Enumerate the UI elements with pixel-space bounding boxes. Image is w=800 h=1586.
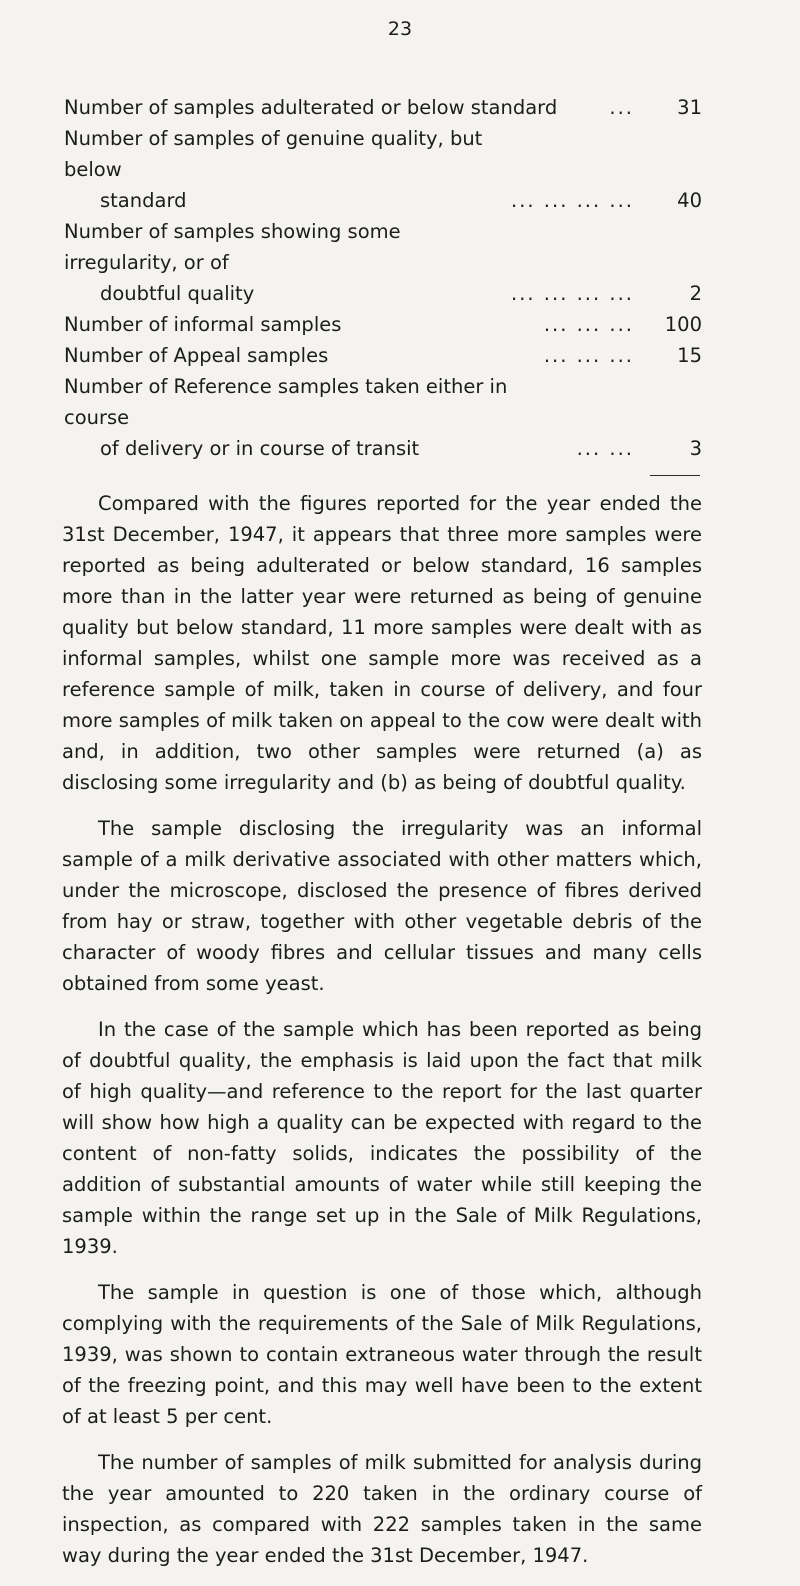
report-body [62,488,702,1586]
stat-row-informal [64,309,702,340]
stat-row-reference [64,371,702,464]
stat-label [64,216,489,309]
stat-value: 3 [689,437,702,460]
stat-label-line: of delivery or in course of transit [100,437,420,460]
stat-label [64,309,522,340]
stat-label-line: Number of samples showing some irregularity, or of [64,220,401,274]
stat-row-adulterated [64,92,702,123]
stat-label [64,123,489,216]
stat-label [64,371,555,464]
stat-label-line: Number of Appeal samples [64,344,329,367]
stat-value: 40 [677,189,702,212]
paragraph-irregularity: The sample disclosing the irregularity was an informal sample of a milk derivative associated with other matters which, under the microscope, disclosed the presence of fibres derived from hay or straw, together with other vegetable debris of the character of woody fibres and cellular tissues and many cells obtained from some yeast. [62,817,702,995]
leader-dots: ... ... [576,437,634,460]
stat-label-line: doubtful quality [100,282,255,305]
stat-value: 15 [677,344,702,367]
stat-value: 31 [677,96,702,119]
stat-label-line: Number of informal samples [64,313,342,336]
paragraph-comparison: Compared with the figures reported for the year ended the 31st December, 1947, it appears that three more samples were reported as being adulterated or below standard, 16 samples more than in the latter year were returned as being of genuine quality but below standard, 11 more samples were dealt with as informal samples, whilst one sample more was received as a reference sample of milk, taken in course of delivery, and four more samples of milk taken on appeal to the cow were dealt with and, in addition, two other samples were returned (a) as disclosing some irregularity and (b) as being of doubtful quality. [62,492,702,794]
stat-label-line: standard [100,189,187,212]
stat-label [64,340,522,371]
stat-row-genuine-below-standard [64,123,702,216]
samples-summary-table [64,92,702,464]
leader-dots: ... ... ... [543,313,634,336]
paragraph-freezing-point: The sample in question is one of those which, although complying with the requirements of the Sale of Milk Regulations, 1939, was shown to contain extraneous water through the result of the freezing point, and this may well have been to the extent of at least 5 per cent. [62,1281,702,1428]
leader-dots: ... ... ... ... [511,189,634,212]
stat-value: 2 [689,282,702,305]
page-number: 23 [387,18,413,40]
stat-label [64,92,587,123]
stat-label-line: Number of Reference samples taken either in course [64,375,508,429]
stat-label-line: Number of samples adulterated or below standard [64,96,558,119]
stat-label-line: Number of samples of genuine quality, but below [64,127,483,181]
stat-value: 100 [664,313,702,336]
paragraph-doubtful-quality: In the case of the sample which has been reported as being of doubtful quality, the emphasis is laid upon the fact that milk of high quality—and reference to the report for the last quarter will show how high a quality can be expected with regard to the content of non-fatty solids, indicates the possibility of the addition of substantial amounts of water while still keeping the sample within the range set up in the Sale of Milk Regulations, 1939. [62,1018,702,1258]
stat-row-irregularity [64,216,702,309]
stat-row-appeal [64,340,702,371]
paragraph-milk-samples: The number of samples of milk submitted for analysis during the year amounted to 220 taken in the ordinary course of inspection, as compared with 222 samples taken in the same way during the year ended the 31st December, 1947. [62,1451,702,1567]
leader-dots: ... [609,96,634,119]
leader-dots: ... ... ... ... [511,282,634,305]
leader-dots: ... ... ... [543,344,634,367]
total-rule [650,475,700,476]
